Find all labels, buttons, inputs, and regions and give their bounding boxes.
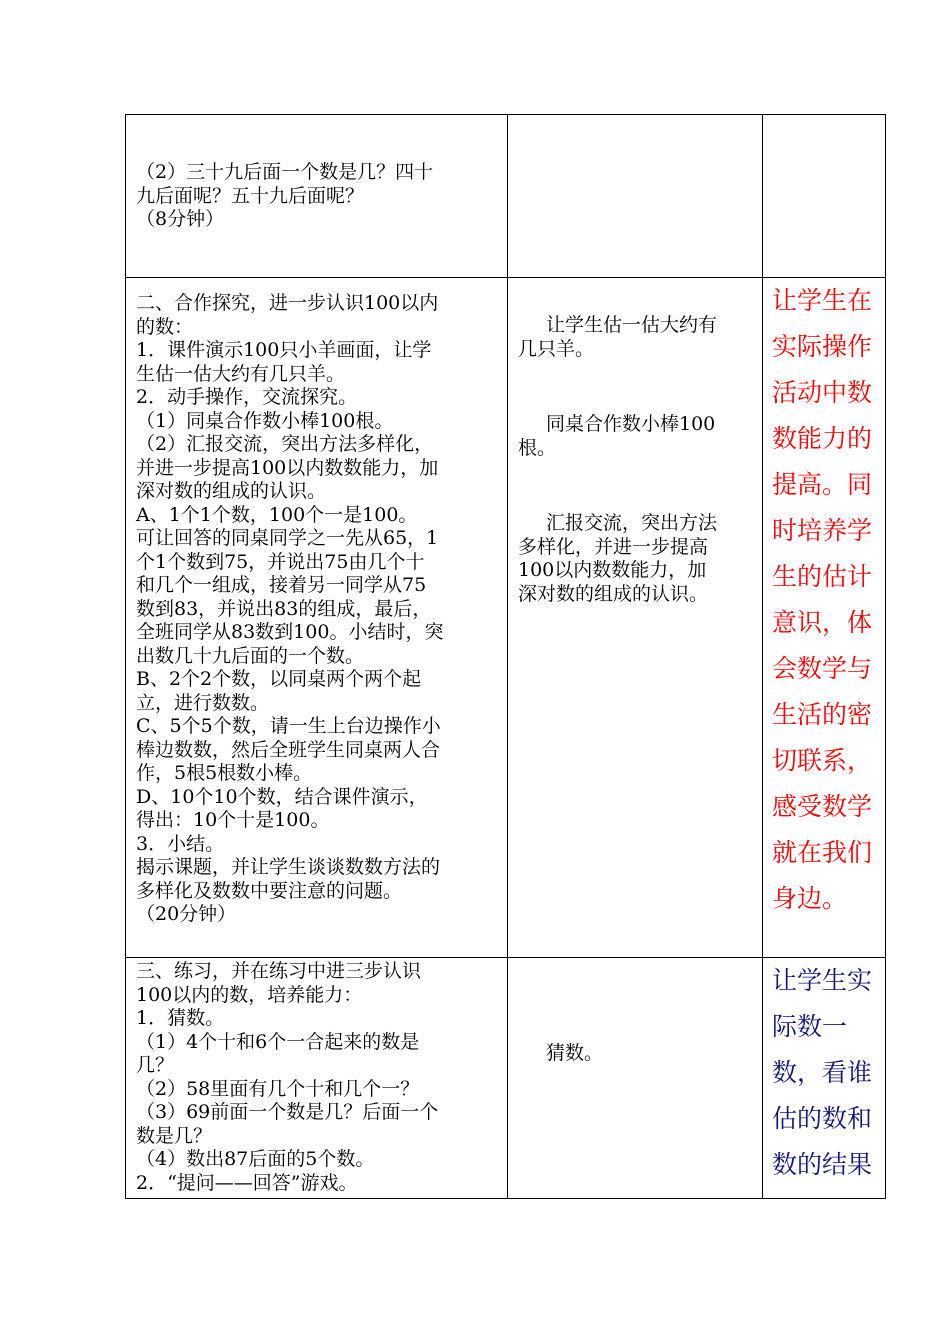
text-line: 汇报交流，突出方法 [546, 512, 718, 534]
text-line: （20分钟） [136, 903, 237, 925]
note-line: 估的数和 [772, 1104, 873, 1133]
text-line: 同桌合作数小棒100 [546, 413, 716, 435]
table-row [126, 958, 886, 1199]
text-line: 根。 [518, 436, 557, 459]
note-line: 数，看谁 [772, 1058, 873, 1087]
text-line: 100以内数数能力，加 [518, 559, 707, 581]
text-line: 生估一估大约有几只羊。 [136, 362, 346, 385]
note-line: 活动中数 [772, 378, 873, 407]
text-line: 让学生估一估大约有 [546, 314, 718, 336]
teaching-process-cell [126, 278, 508, 958]
text-line: 数是几？ [136, 1124, 213, 1147]
note-line: 生活的密 [772, 700, 873, 729]
table-row [126, 278, 886, 958]
note-line: 身边。 [772, 884, 848, 913]
text-line: 深对数的组成的认识。 [136, 480, 327, 502]
note-line: 数能力的 [772, 424, 873, 453]
text-line: 2．动手操作，交流探究。 [136, 386, 358, 408]
note-line: 实际操作 [772, 332, 873, 361]
design-intent-cell [763, 278, 886, 958]
design-intent-cell [763, 958, 886, 1199]
design-intent-cell [763, 115, 886, 278]
student-activity-cell [508, 958, 763, 1199]
note-line: 让学生实 [772, 966, 873, 995]
text-line: （2）汇报交流，突出方法多样化， [136, 433, 434, 455]
text-line: 的数： [136, 315, 194, 338]
text-line: 二、合作探究，进一步认识100以内 [136, 292, 439, 314]
design-intent-note [763, 958, 885, 1188]
student-activity-cell [508, 115, 763, 278]
text-line: 个1个数到75，并说出75由几个十 [136, 550, 425, 573]
text-line: （2）58里面有几个十和几个一？ [136, 1077, 420, 1100]
teaching-process-cell [126, 115, 508, 278]
text-line: （4）数出87后面的5个数。 [136, 1148, 375, 1170]
design-intent-note [763, 278, 885, 922]
note-line: 就在我们 [772, 838, 873, 867]
text-line: （2）三十九后面一个数是几？四十 [136, 161, 434, 183]
text-line: （3）69前面一个数是几？后面一个 [136, 1101, 439, 1123]
note-line: 生的估计 [772, 562, 873, 591]
note-line: 际数一 [772, 1012, 848, 1041]
text-line: 出数几十九后面的一个数。 [136, 644, 365, 667]
text-line: 可让回答的同桌同学之一先从65，1 [136, 527, 439, 549]
text-line: 1．猜数。 [136, 1007, 225, 1029]
text-line: 全班同学从83数到100。小结时，突 [136, 621, 444, 643]
note-line: 意识，体 [772, 608, 873, 637]
text-line: 九后面呢？五十九后面呢？ [136, 184, 365, 207]
note-line: 数的结果 [772, 1150, 873, 1179]
text-line: 揭示课题，并让学生谈谈数数方法的 [136, 856, 441, 878]
text-line: 作，5根5根数小棒。 [136, 762, 313, 784]
text-line: （8分钟） [136, 208, 225, 230]
text-line: 多样化及数数中要注意的问题。 [136, 879, 403, 902]
text-line: C、5个5个数，请一生上台边操作小 [136, 715, 441, 737]
text-line: 得出：10个十是100。 [136, 809, 330, 831]
text-line: 几只羊。 [518, 337, 595, 360]
text-line: （1）同桌合作数小棒100根。 [136, 409, 394, 432]
note-line: 会数学与 [772, 654, 873, 683]
text-line: 几？ [136, 1054, 175, 1076]
text-line: 棒边数数，然后全班学生同桌两人合 [136, 738, 441, 761]
table-row [126, 115, 886, 278]
text-line: 2．“提问——回答”游戏。 [136, 1171, 358, 1194]
text-line: 多样化，并进一步提高 [518, 535, 709, 558]
note-line: 感受数学 [772, 792, 873, 821]
student-activity-cell [508, 278, 763, 958]
text-line: （1）4个十和6个一合起来的数是 [136, 1030, 420, 1053]
note-line: 切联系， [772, 746, 873, 775]
text-line: 猜数。 [546, 1042, 604, 1064]
text-line: D、10个10个数，结合课件演示， [136, 785, 428, 808]
note-line: 让学生在 [772, 286, 873, 315]
text-line: 和几个一组成，接着另一同学从75 [136, 574, 427, 596]
text-line: 1．课件演示100只小羊画面，让学 [136, 339, 432, 361]
text-line: 100以内的数，培养能力： [136, 983, 363, 1006]
text-line: 3．小结。 [136, 832, 225, 855]
text-line: 数到83，并说出83的组成，最后， [136, 597, 432, 620]
text-line: B、2个2个数，以同桌两个两个起 [136, 668, 422, 690]
text-line: 深对数的组成的认识。 [518, 582, 709, 605]
lesson-plan-table [125, 114, 886, 1199]
teaching-process-cell [126, 958, 508, 1199]
note-line: 提高。同 [772, 470, 873, 499]
text-line: A、1个1个数，100个一是100。 [136, 503, 418, 526]
text-line: 三、练习，并在练习中进三步认识 [136, 960, 422, 982]
text-line: 立，进行数数。 [136, 691, 270, 714]
text-line: 并进一步提高100以内数数能力，加 [136, 456, 439, 479]
note-line: 时培养学 [772, 516, 873, 545]
